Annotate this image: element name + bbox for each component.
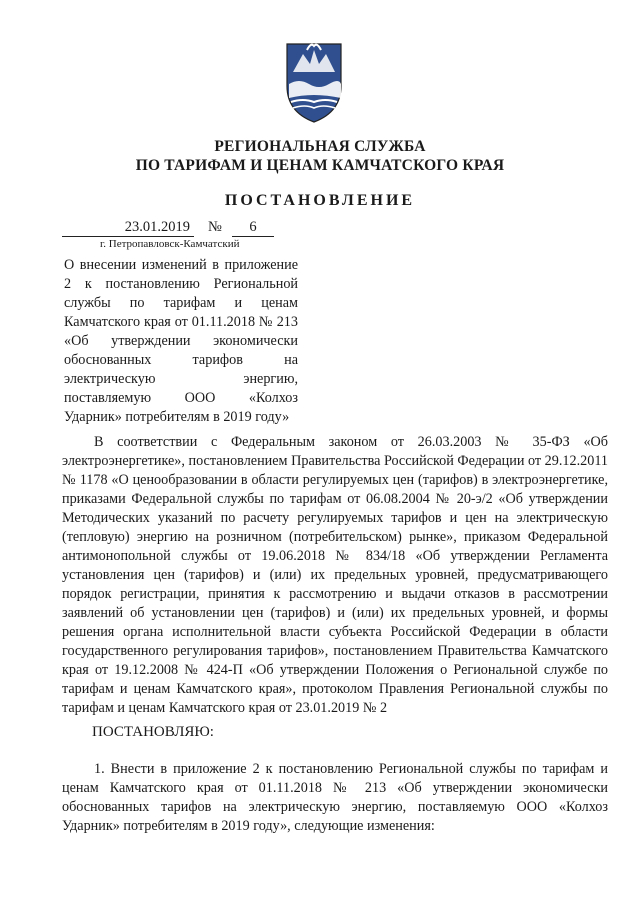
number-label: № xyxy=(208,219,222,235)
document-subject: О внесении изменений в приложение 2 к постановлению Региональной службы по тарифам и ценам Камчатского края от 01.11.2018 № 213 «Об утверждении экономически обоснованных тарифов на электрическую энергию, поставляемую ООО «Колхоз Ударник» потребителям в 2019 году» xyxy=(64,257,298,425)
document-city: г. Петропавловск-Камчатский xyxy=(100,238,240,250)
kamchatka-coat-of-arms-icon xyxy=(283,38,345,126)
document-date: 23.01.2019 xyxy=(62,218,194,237)
organization-name-line2: ПО ТАРИФАМ И ЦЕНАМ КАМЧАТСКОГО КРАЯ xyxy=(135,157,505,174)
organization-name-line1: РЕГИОНАЛЬНАЯ СЛУЖБА xyxy=(214,138,426,155)
document-type: ПОСТАНОВЛЕНИЕ xyxy=(224,192,416,209)
document-number: 6 xyxy=(232,218,274,237)
resolve-heading: ПОСТАНОВЛЯЮ: xyxy=(92,724,214,740)
preamble-paragraph: В соответствии с Федеральным законом от 26.03.2003 № 35-ФЗ «Об электроэнергетике», постановлением Правительства Российской Федерации от 29.12.2011 № 1178 «О ценообразовании в области регулируемых цен (тарифов) в электроэнергетике, приказами Федеральной службы по тарифам от 06.08.2004 № 20-э/2 «Об утверждении Методических указаний по расчету регулируемых тарифов и цен на электрическую (тепловую) энергию на розничном (потребительском) рынке», приказом Федеральной антимонопольной службы от 19.06.2018 № 834/18 «Об утверждении Регламента установления цен (тарифов) и (или) их предельных уровней, предусматривающего порядок регистрации, принятия к рассмотрению и выдачи отказов в рассмотрении заявлений об установлении цен (тарифов) и (или) их предельных уровней, и формы решения органа исполнительной власти субъекта Российской Федерации в области государственного регулирования тарифов», постановлением Правительства Камчатского края от 19.12.2008 № 424-П «Об утверждении Положения о Региональной службе по тарифам и ценам Камчатского края», протоколом Правления Региональной службы по тарифам и ценам Камчатского края от 23.01.2019 № 2 xyxy=(62,434,608,716)
clause-paragraph-1: 1. Внести в приложение 2 к постановлению Региональной службы по тарифам и ценам Камчатского края от 01.11.2018 № 213 «Об утверждении экономически обоснованных тарифов на электрическую энергию, поставляемую ООО «Колхоз Ударник» потребителям в 2019 году», следующие изменения: xyxy=(62,761,608,834)
